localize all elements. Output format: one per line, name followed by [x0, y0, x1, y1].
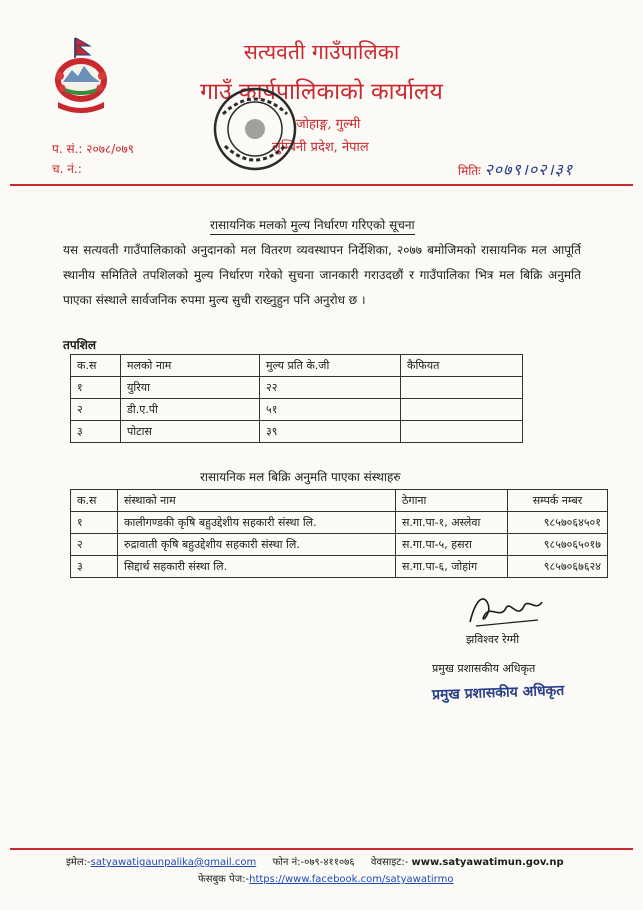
table-cell: २२	[260, 377, 401, 399]
footer-contact-line	[66, 854, 564, 868]
email-label: इमेल:-	[66, 857, 91, 868]
table-header-row	[71, 355, 523, 377]
website-link[interactable]: www.satyawatimun.gov.np	[411, 857, 564, 868]
table-cell	[401, 399, 523, 421]
table-row	[71, 512, 608, 534]
signatory-stamp: प्रमुख प्रशासकीय अधिकृत	[431, 682, 565, 704]
price-table	[70, 354, 523, 443]
table-header-cell: ठेगाना	[396, 490, 508, 512]
table-header-cell: मलको नाम	[121, 355, 260, 377]
table-cell: ३	[71, 421, 121, 443]
table-cell: स.गा.पा-१, अस्लेवा	[396, 512, 508, 534]
table-cell	[401, 377, 523, 399]
table-row	[71, 421, 523, 443]
table-cell	[401, 421, 523, 443]
table-cell: ९८५७०६५०१७	[508, 534, 608, 556]
handwritten-signature-icon	[462, 590, 552, 630]
table-row	[71, 377, 523, 399]
website-label: वेवसाइट:-	[370, 857, 409, 868]
org-table-caption: रासायनिक मल बिक्रि अनुमति पाएका संस्थाहरु	[200, 470, 401, 484]
table-header-cell: संस्थाको नाम	[118, 490, 396, 512]
table-cell: डी.ए.पी	[121, 399, 260, 421]
table-header-cell: क.स	[71, 355, 121, 377]
office-name: गाउँ कार्यपालिकाको कार्यालय	[200, 79, 443, 105]
table-cell: स.गा.पा-६, जोहांग	[396, 556, 508, 578]
table-header-cell: क.स	[71, 490, 118, 512]
footer-divider	[10, 848, 633, 850]
table-cell: १	[71, 377, 121, 399]
date-value: २०७९।०२।३१	[484, 160, 574, 179]
table-cell: सिद्दार्थ सहकारी संस्था लि.	[118, 556, 396, 578]
office-province: लुम्बिनी प्रदेश, नेपाल	[272, 140, 369, 155]
table-cell: रुद्रावाती कृषि बहुउद्देशीय सहकारी संस्था लि.	[118, 534, 396, 556]
table-row	[71, 399, 523, 421]
table-row	[71, 534, 608, 556]
table-cell: पोटास	[121, 421, 260, 443]
table-cell: ९८५७०६४५०१	[508, 512, 608, 534]
notice-body: यस सत्यवती गाउँपालिकाको अनुदानको मल वितरण व्यवस्थापन निर्देशिका, २०७७ बमोजिमको रासायनिक मल आपूर्ति स्थानीय समितिले तपशिलको मुल्य निर्धारण गरेको सुचना जानकारी गराउदछौं र गाउँपालिका भित्र मल बिक्रि अनुमति पाएका संस्थाले सार्वजनिक रुपमा मुल्य सुची राख्नुहुन पनि अनुरोध छ ।	[63, 243, 581, 307]
table-header-row	[71, 490, 608, 512]
table-header-cell: कैफियत	[401, 355, 523, 377]
table-cell: ५१	[260, 399, 401, 421]
notice-title: रासायनिक मलको मुल्य निर्धारण गरिएको सूचना	[210, 216, 415, 235]
footer-facebook-line	[198, 871, 453, 885]
table-cell: ३	[71, 556, 118, 578]
dispatch-number: च. नं.:	[52, 162, 82, 176]
facebook-label: फेसबुक पेज:-	[198, 874, 250, 885]
table-header-cell: सम्पर्क नम्बर	[508, 490, 608, 512]
table-row	[71, 556, 608, 578]
table-cell: स.गा.पा-५, हसरा	[396, 534, 508, 556]
reference-number: प. सं.: २०७८/०७९	[52, 142, 134, 156]
details-label: तपशिल	[63, 338, 97, 352]
table-cell: ९८५७०६७६२४	[508, 556, 608, 578]
org-table	[70, 489, 608, 578]
table-cell: कालीगण्डकी कृषि बहुउद्देशीय सहकारी संस्था लि.	[118, 512, 396, 534]
signatory-name: झविश्वर रेग्मी	[466, 633, 520, 646]
table-cell: १	[71, 512, 118, 534]
office-location: जोहाङ्ग, गुल्मी	[296, 117, 361, 132]
phone-text: फोन नं:-०७९-४११०७६	[272, 857, 355, 868]
table-header-cell: मुल्य प्रति के.जी	[260, 355, 401, 377]
municipality-name: सत्यवती गाउँपालिका	[243, 40, 400, 64]
date-label: मितिः	[458, 164, 481, 178]
table-cell: २	[71, 534, 118, 556]
email-link[interactable]: satyawatigaunpalika@gmail.com	[90, 857, 257, 868]
office-stamp-icon	[205, 84, 305, 174]
table-cell: युरिया	[121, 377, 260, 399]
signatory-title: प्रमुख प्रशासकीय अधिकृत	[432, 662, 536, 675]
table-cell: २	[71, 399, 121, 421]
header-divider	[10, 184, 633, 186]
date-field	[458, 158, 573, 180]
facebook-link[interactable]: https://www.facebook.com/satyawatirmo	[249, 874, 454, 885]
table-cell: ३९	[260, 421, 401, 443]
